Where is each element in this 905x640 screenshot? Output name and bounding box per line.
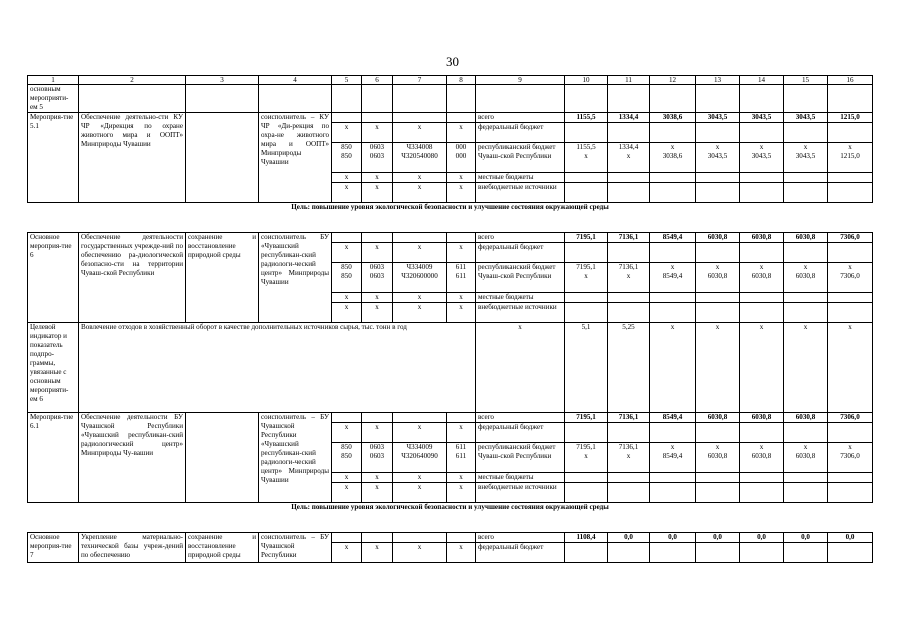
amount-cell — [696, 183, 740, 203]
budget-code — [447, 533, 476, 543]
column-header: 8 — [447, 76, 476, 85]
amount-cell — [565, 173, 608, 183]
amount-cell: 1215,0 — [828, 113, 873, 123]
indicator-text: Вовлечение отходов в хозяйственный оборот в качестве дополнительных источников сырья, тыс. тонн в год — [79, 323, 476, 413]
table-row — [28, 533, 873, 543]
indicator-value: 5,25 — [608, 323, 650, 413]
indicator-name: Целевой индикатор и показатель подпро-граммы, увязанные с основным мероприяти-ем 6 — [28, 323, 79, 413]
budget-table — [27, 75, 873, 563]
amount-cell — [608, 473, 650, 483]
budget-code: х — [393, 423, 447, 443]
activity-goal: сохранение и восстановление природной среды — [186, 533, 259, 563]
budget-code — [447, 413, 476, 423]
activity-description: Укрепление материально-технической базы учреж-дений по обеспечению — [79, 533, 186, 563]
funding-source: местные бюджеты — [476, 173, 565, 183]
column-header: 4 — [259, 76, 332, 85]
budget-code: х — [447, 243, 476, 263]
column-header: 7 — [393, 76, 447, 85]
amount-cell: 0,0 — [650, 533, 696, 543]
amount-cell — [740, 173, 784, 183]
amount-cell: х 7306,0 — [828, 263, 873, 293]
amount-cell — [828, 243, 873, 263]
budget-code: х — [332, 123, 362, 143]
budget-code: 611 611 — [447, 263, 476, 293]
funding-source: местные бюджеты — [476, 293, 565, 303]
amount-cell: 7195,1 х — [565, 263, 608, 293]
amount-cell: 8549,4 — [650, 233, 696, 243]
budget-code: х — [362, 123, 393, 143]
amount-cell: 7136,1 — [608, 413, 650, 423]
budget-code: х — [393, 483, 447, 503]
amount-cell — [784, 473, 828, 483]
amount-cell: 1334,4 х — [608, 143, 650, 173]
funding-source: республиканский бюджет Чуваш-ской Республики — [476, 263, 565, 293]
amount-cell — [828, 473, 873, 483]
amount-cell: 0,0 — [608, 533, 650, 543]
amount-cell — [784, 483, 828, 503]
amount-cell — [650, 173, 696, 183]
budget-code: х — [332, 173, 362, 183]
budget-code — [362, 233, 393, 243]
amount-cell — [740, 303, 784, 323]
amount-cell: х 6030,8 — [696, 443, 740, 473]
amount-cell — [608, 173, 650, 183]
activity-description: Обеспечение деятельности БУ Чувашской Республики «Чувашский республикан-ский радиологический центр» Минприроды Чу-вашии — [79, 413, 186, 503]
budget-code: х — [362, 543, 393, 563]
amount-cell: 3038,6 — [650, 113, 696, 123]
amount-cell — [828, 483, 873, 503]
amount-cell — [650, 183, 696, 203]
budget-code: х — [332, 303, 362, 323]
indicator-source: х — [476, 323, 565, 413]
budget-code: х — [332, 243, 362, 263]
amount-cell — [650, 423, 696, 443]
amount-cell — [650, 543, 696, 563]
responsible-party: соисполнитель – КУ ЧР «Ди-рекция по охра-не животного мира и ООПТ» Минприроды Чувашии — [259, 113, 332, 203]
amount-cell: 1155,5 х — [565, 143, 608, 173]
amount-cell: х 3043,5 — [740, 143, 784, 173]
budget-code: х — [447, 483, 476, 503]
funding-source: республиканский бюджет Чуваш-ской Республики — [476, 143, 565, 173]
amount-cell — [608, 293, 650, 303]
column-header: 16 — [828, 76, 873, 85]
amount-cell — [740, 183, 784, 203]
amount-cell — [696, 243, 740, 263]
goal-heading: Цель: повышение уровня экологической безопасности и улучшение состояния окружающей среды — [28, 503, 873, 533]
activity-goal: сохранение и восстановление природной среды — [186, 233, 259, 323]
amount-cell — [696, 293, 740, 303]
budget-code: 611 611 — [447, 443, 476, 473]
budget-code: 000 000 — [447, 143, 476, 173]
goal-heading: Цель: повышение уровня экологической безопасности и улучшение состояния окружающей среды — [28, 203, 873, 233]
amount-cell — [565, 303, 608, 323]
budget-code: х — [332, 293, 362, 303]
funding-source: всего — [476, 413, 565, 423]
column-header: 1 — [28, 76, 79, 85]
amount-cell — [784, 303, 828, 323]
budget-code: х — [332, 483, 362, 503]
amount-cell — [696, 173, 740, 183]
goal-row — [28, 203, 873, 233]
budget-code: 0603 0603 — [362, 143, 393, 173]
funding-source: федеральный бюджет — [476, 243, 565, 263]
amount-cell — [608, 243, 650, 263]
amount-cell: х 3043,5 — [784, 143, 828, 173]
amount-cell: 1334,4 — [608, 113, 650, 123]
amount-cell: 8549,4 — [650, 413, 696, 423]
budget-code: х — [447, 293, 476, 303]
budget-code: х — [332, 543, 362, 563]
amount-cell — [565, 293, 608, 303]
activity-name: Мероприя-тие 5.1 — [28, 113, 79, 203]
amount-cell — [650, 483, 696, 503]
amount-cell: х 6030,8 — [784, 443, 828, 473]
amount-cell: 7306,0 — [828, 413, 873, 423]
amount-cell — [565, 483, 608, 503]
amount-cell: х 6030,8 — [784, 263, 828, 293]
table-cell — [650, 85, 696, 113]
budget-code — [393, 233, 447, 243]
amount-cell: х 8549,4 — [650, 263, 696, 293]
row-label: основным мероприяти-ем 5 — [28, 85, 79, 113]
budget-code: х — [362, 243, 393, 263]
table-row — [28, 413, 873, 423]
budget-code — [393, 413, 447, 423]
budget-code — [362, 533, 393, 543]
amount-cell: 0,0 — [784, 533, 828, 543]
amount-cell — [565, 423, 608, 443]
page-number: 30 — [446, 54, 459, 69]
column-header: 11 — [608, 76, 650, 85]
budget-code — [362, 413, 393, 423]
amount-cell — [740, 243, 784, 263]
indicator-value: х — [650, 323, 696, 413]
amount-cell — [740, 123, 784, 143]
budget-code — [362, 113, 393, 123]
amount-cell — [784, 243, 828, 263]
activity-name: Основное мероприя-тие 6 — [28, 233, 79, 323]
amount-cell — [828, 123, 873, 143]
amount-cell: 1108,4 — [565, 533, 608, 543]
table-cell — [186, 85, 259, 113]
table-cell — [784, 85, 828, 113]
budget-code — [332, 413, 362, 423]
budget-code: х — [447, 423, 476, 443]
budget-code: х — [362, 423, 393, 443]
activity-name: Основное мероприя-тие 7 — [28, 533, 79, 563]
budget-code: х — [393, 473, 447, 483]
amount-cell: 7306,0 — [828, 233, 873, 243]
indicator-row — [28, 323, 873, 413]
budget-code: х — [447, 183, 476, 203]
indicator-value: х — [740, 323, 784, 413]
activity-name: Мероприя-тие 6.1 — [28, 413, 79, 503]
amount-cell: 6030,8 — [784, 233, 828, 243]
table-cell — [476, 85, 565, 113]
budget-code: х — [447, 303, 476, 323]
budget-code: х — [393, 543, 447, 563]
responsible-party: соисполнитель – БУ Чувашской Республики — [259, 533, 332, 563]
amount-cell: 3043,5 — [784, 113, 828, 123]
table-cell — [259, 85, 332, 113]
amount-cell — [608, 123, 650, 143]
amount-cell — [784, 173, 828, 183]
funding-source: внебюджетные источники — [476, 483, 565, 503]
amount-cell — [650, 243, 696, 263]
amount-cell — [650, 293, 696, 303]
amount-cell: 7195,1 х — [565, 443, 608, 473]
amount-cell — [784, 543, 828, 563]
amount-cell: х 8549,4 — [650, 443, 696, 473]
amount-cell — [565, 183, 608, 203]
amount-cell — [828, 423, 873, 443]
column-header: 2 — [79, 76, 186, 85]
amount-cell: 6030,8 — [740, 413, 784, 423]
amount-cell — [608, 543, 650, 563]
budget-code — [393, 533, 447, 543]
amount-cell — [696, 543, 740, 563]
amount-cell — [565, 543, 608, 563]
activity-description: Обеспечение деятельно-сти КУ ЧР «Дирекция по охране животного мира и ООПТ» Минприроды Чувашии — [79, 113, 186, 203]
column-header: 3 — [186, 76, 259, 85]
table-row — [28, 85, 873, 113]
budget-code — [447, 113, 476, 123]
amount-cell — [650, 123, 696, 143]
column-header: 6 — [362, 76, 393, 85]
budget-code: х — [447, 473, 476, 483]
budget-code: 0603 0603 — [362, 263, 393, 293]
table-cell — [393, 85, 447, 113]
amount-cell — [565, 473, 608, 483]
budget-code: 850 850 — [332, 443, 362, 473]
table-cell — [332, 85, 362, 113]
amount-cell — [696, 473, 740, 483]
amount-cell — [784, 123, 828, 143]
indicator-value: х — [828, 323, 873, 413]
responsible-party: соисполнитель – БУ Чувашской Республики «Чувашский республикан-ский радиологи-ческий центр» Минприроды Чувашии — [259, 413, 332, 503]
amount-cell: 3043,5 — [696, 113, 740, 123]
amount-cell: 0,0 — [696, 533, 740, 543]
amount-cell: 7195,1 — [565, 233, 608, 243]
budget-code: х — [447, 123, 476, 143]
amount-cell: 7136,1 х — [608, 443, 650, 473]
amount-cell — [828, 543, 873, 563]
budget-code: х — [332, 473, 362, 483]
column-header: 13 — [696, 76, 740, 85]
table-cell — [828, 85, 873, 113]
amount-cell: х 6030,8 — [740, 443, 784, 473]
amount-cell — [784, 183, 828, 203]
amount-cell — [828, 173, 873, 183]
funding-source: всего — [476, 533, 565, 543]
budget-code: 850 850 — [332, 263, 362, 293]
table-cell — [608, 85, 650, 113]
budget-code: х — [393, 183, 447, 203]
budget-code: Ч334008 Ч320540080 — [393, 143, 447, 173]
amount-cell — [784, 293, 828, 303]
amount-cell: х 3038,6 — [650, 143, 696, 173]
amount-cell — [608, 483, 650, 503]
amount-cell: 0,0 — [740, 533, 784, 543]
amount-cell: х 6030,8 — [740, 263, 784, 293]
amount-cell: 7195,1 — [565, 413, 608, 423]
amount-cell — [740, 543, 784, 563]
amount-cell — [740, 483, 784, 503]
budget-code: х — [393, 293, 447, 303]
column-header: 10 — [565, 76, 608, 85]
budget-code: х — [362, 303, 393, 323]
amount-cell — [740, 293, 784, 303]
column-header: 5 — [332, 76, 362, 85]
indicator-value: 5,1 — [565, 323, 608, 413]
funding-source: федеральный бюджет — [476, 543, 565, 563]
amount-cell: 6030,8 — [696, 413, 740, 423]
budget-code — [332, 233, 362, 243]
amount-cell: 0,0 — [828, 533, 873, 543]
budget-code: х — [332, 183, 362, 203]
amount-cell — [696, 483, 740, 503]
budget-code: х — [362, 473, 393, 483]
table-cell — [447, 85, 476, 113]
funding-source: федеральный бюджет — [476, 423, 565, 443]
amount-cell — [828, 183, 873, 203]
budget-code: х — [393, 123, 447, 143]
column-header: 9 — [476, 76, 565, 85]
amount-cell: 3043,5 — [740, 113, 784, 123]
activity-description: Обеспечение деятельности государственных учрежде-ний по обеспечению ра-диологической безопасно-сти на территории Чуваш-ской Республики — [79, 233, 186, 323]
budget-code: х — [447, 173, 476, 183]
amount-cell: 6030,8 — [784, 413, 828, 423]
amount-cell — [740, 423, 784, 443]
header-row — [28, 76, 873, 85]
table-cell — [696, 85, 740, 113]
amount-cell — [565, 123, 608, 143]
table-row — [28, 113, 873, 123]
amount-cell: х 6030,8 — [696, 263, 740, 293]
funding-source: всего — [476, 113, 565, 123]
amount-cell — [696, 423, 740, 443]
table-cell — [79, 85, 186, 113]
amount-cell — [608, 423, 650, 443]
amount-cell: х 1215,0 — [828, 143, 873, 173]
amount-cell — [608, 183, 650, 203]
budget-code: 850 850 — [332, 143, 362, 173]
amount-cell: 6030,8 — [696, 233, 740, 243]
amount-cell — [828, 303, 873, 323]
amount-cell — [696, 123, 740, 143]
funding-source: внебюджетные источники — [476, 183, 565, 203]
amount-cell: х 7306,0 — [828, 443, 873, 473]
budget-code — [393, 113, 447, 123]
indicator-value: х — [784, 323, 828, 413]
budget-code: х — [362, 483, 393, 503]
amount-cell: 6030,8 — [740, 233, 784, 243]
funding-source: местные бюджеты — [476, 473, 565, 483]
amount-cell: 1155,5 — [565, 113, 608, 123]
amount-cell: 7136,1 х — [608, 263, 650, 293]
amount-cell — [740, 473, 784, 483]
budget-code: х — [393, 243, 447, 263]
goal-row — [28, 503, 873, 533]
amount-cell: х 3043,5 — [696, 143, 740, 173]
indicator-value: х — [696, 323, 740, 413]
funding-source: федеральный бюджет — [476, 123, 565, 143]
funding-source: республиканский бюджет Чуваш-ской Республики — [476, 443, 565, 473]
budget-code — [447, 233, 476, 243]
amount-cell — [784, 423, 828, 443]
budget-code: х — [393, 173, 447, 183]
table-cell — [362, 85, 393, 113]
budget-code: Ч334009 Ч320640090 — [393, 443, 447, 473]
budget-code: Ч334009 Ч320600000 — [393, 263, 447, 293]
budget-code: х — [393, 303, 447, 323]
column-header: 12 — [650, 76, 696, 85]
table-row — [28, 233, 873, 243]
amount-cell — [565, 243, 608, 263]
funding-source: внебюджетные источники — [476, 303, 565, 323]
amount-cell — [696, 303, 740, 323]
responsible-party: соисполнитель БУ «Чувашский республикан-ский радиологи-ческий центр» Минприроды Чувашии — [259, 233, 332, 323]
column-header: 14 — [740, 76, 784, 85]
budget-code: х — [332, 423, 362, 443]
activity-goal — [186, 113, 259, 203]
budget-code: х — [362, 183, 393, 203]
budget-code: 0603 0603 — [362, 443, 393, 473]
amount-cell: 7136,1 — [608, 233, 650, 243]
budget-code: х — [362, 293, 393, 303]
table-cell — [565, 85, 608, 113]
column-header: 15 — [784, 76, 828, 85]
table-cell — [740, 85, 784, 113]
amount-cell — [650, 303, 696, 323]
funding-source: всего — [476, 233, 565, 243]
amount-cell — [828, 293, 873, 303]
budget-code — [332, 113, 362, 123]
budget-code: х — [447, 543, 476, 563]
amount-cell — [650, 473, 696, 483]
budget-code — [332, 533, 362, 543]
amount-cell — [608, 303, 650, 323]
activity-goal — [186, 413, 259, 503]
budget-code: х — [362, 173, 393, 183]
